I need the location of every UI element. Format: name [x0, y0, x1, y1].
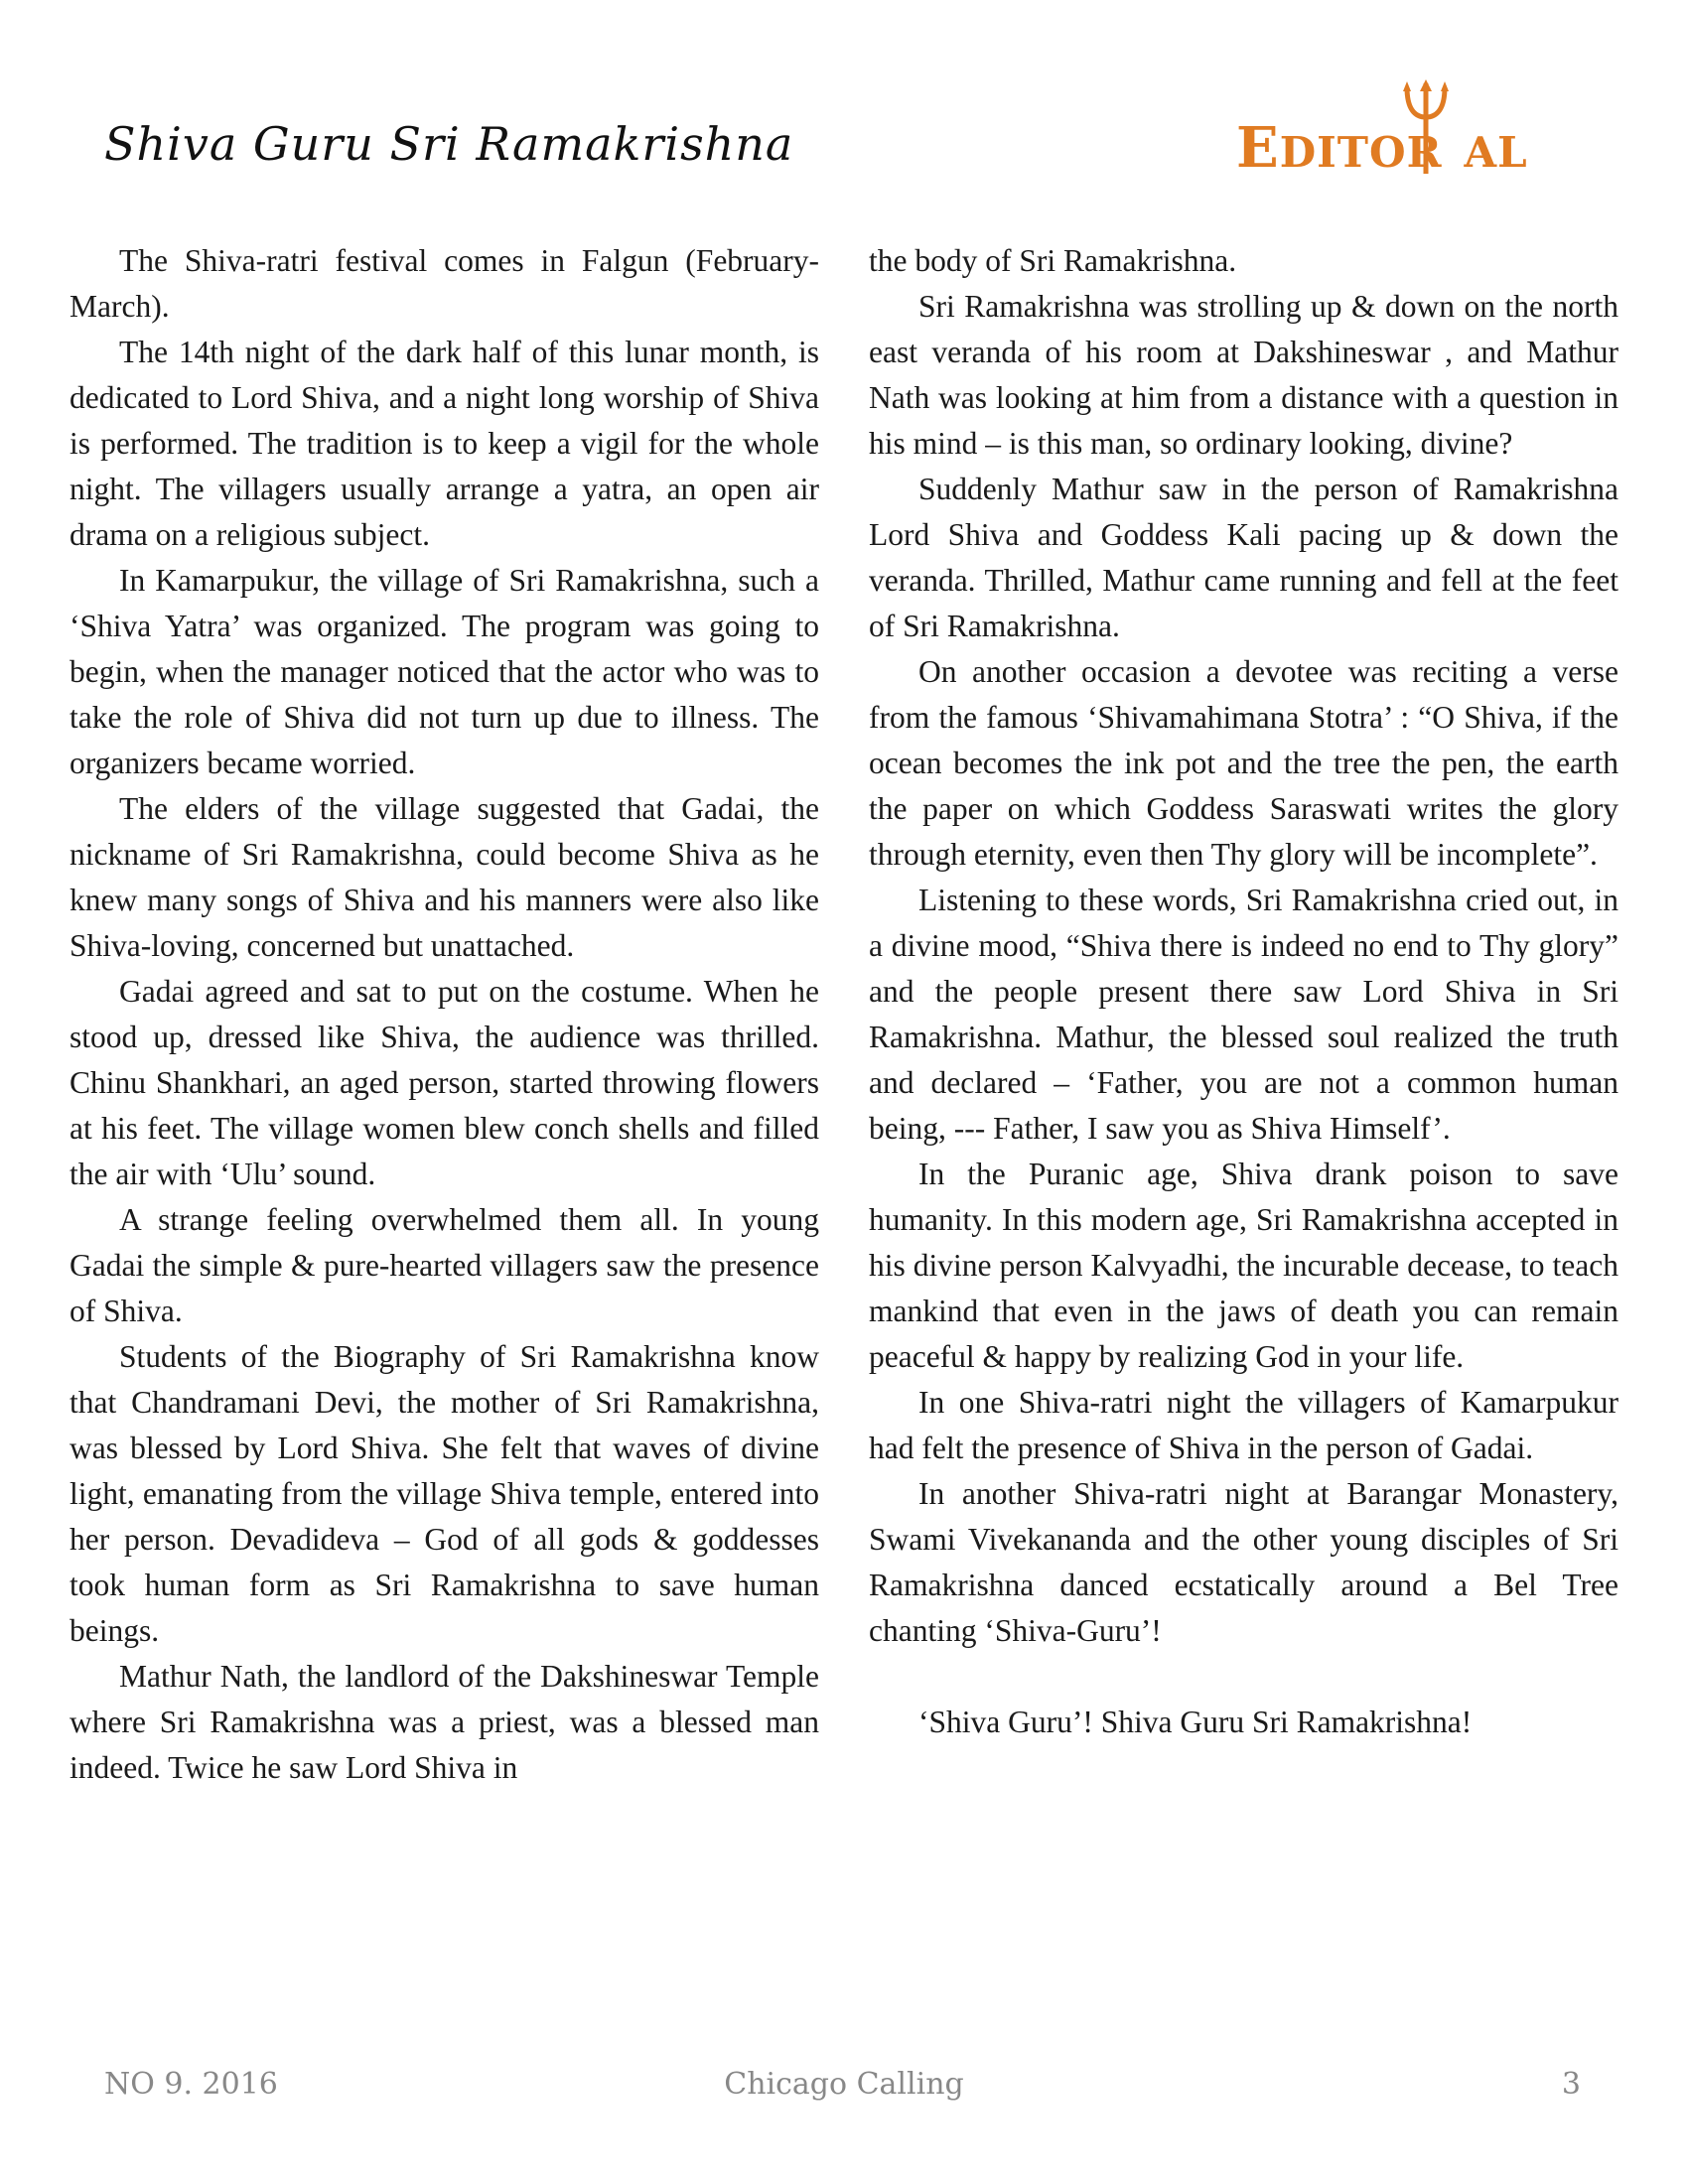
closing-line: ‘Shiva Guru’! Shiva Guru Sri Ramakrishna!	[918, 1705, 1473, 1739]
paragraph: The 14th night of the dark half of this lunar month, is dedicated to Lord Shiva, and a night long worship of Shiva is performed. The tradition is to keep a vigil for the whole night. The villagers usually arrange a yatra, an open air drama on a religious subject.	[70, 335, 819, 552]
logo-text	[1236, 115, 1528, 181]
footer-issue: NO 9. 2016	[104, 2067, 278, 2102]
paragraph: Sri Ramakrishna was strolling up & down on the north east veranda of his room at Dakshineswar , and Mathur Nath was looking at him from a distance with a question in his mind – is this man, so ordinary looking, divine?	[869, 289, 1618, 461]
right-column	[869, 238, 1618, 1745]
editorial-logo	[1236, 79, 1564, 179]
footer-publication: Chicago Calling	[724, 2067, 964, 2102]
paragraph: Mathur Nath, the landlord of the Dakshineswar Temple where Sri Ramakrishna was a priest, was a blessed man indeed. Twice he saw Lord Shiva in	[70, 1659, 819, 1785]
logo-mid: DITOR	[1279, 128, 1443, 177]
paragraph: In another Shiva-ratri night at Barangar Monastery, Swami Vivekananda and the other young disciples of Sri Ramakrishna danced ecstatically around a Bel Tree chanting ‘Shiva-Guru’!	[869, 1476, 1618, 1648]
paragraph: Gadai agreed and sat to put on the costume. When he stood up, dressed like Shiva, the audience was thrilled. Chinu Shankhari, an aged person, started throwing flowers at his feet. The village women blew conch shells and filled the air with ‘Ulu’ sound.	[70, 974, 819, 1191]
paragraph: On another occasion a devotee was reciting a verse from the famous ‘Shivamahimana Stotra’ : “O Shiva, if the ocean becomes the ink pot and the tree the pen, the earth the paper on which Goddess Saraswati writes the glory through eternity, even then Thy glory will be incomplete”.	[869, 654, 1618, 872]
logo-suffix: AL	[1464, 128, 1528, 177]
paragraph: Listening to these words, Sri Ramakrishna cried out, in a divine mood, “Shiva there is indeed no end to Thy glory” and the people present there saw Lord Shiva in Sri Ramakrishna. Mathur, the blessed soul realized the truth and declared – ‘Father, you are not a common human being, --- Father, I saw you as Shiva Himself’.	[869, 883, 1618, 1146]
paragraph: A strange feeling overwhelmed them all. In young Gadai the simple & pure-hearted villagers saw the presence of Shiva.	[70, 1202, 819, 1328]
paragraph: In one Shiva-ratri night the villagers of Kamarpukur had felt the presence of Shiva in the person of Gadai.	[869, 1385, 1618, 1465]
paragraph: The elders of the village suggested that Gadai, the nickname of Sri Ramakrishna, could become Shiva as he knew many songs of Shiva and his manners were also like Shiva-loving, concerned but unattached.	[70, 791, 819, 963]
page-title: Shiva Guru Sri Ramakrishna	[104, 117, 794, 171]
paragraph-continuation: the body of Sri Ramakrishna.	[869, 243, 1237, 278]
left-column	[70, 238, 819, 1791]
paragraph: In Kamarpukur, the village of Sri Ramakrishna, such a ‘Shiva Yatra’ was organized. The program was going to begin, when the manager noticed that the actor who was to take the role of Shiva did not turn up due to illness. The organizers became worried.	[70, 563, 819, 780]
paragraph: Suddenly Mathur saw in the person of Ramakrishna Lord Shiva and Goddess Kali pacing up & down the veranda. Thrilled, Mathur came running and fell at the feet of Sri Ramakrishna.	[869, 472, 1618, 643]
trident-icon	[1401, 79, 1451, 174]
paragraph: Students of the Biography of Sri Ramakrishna know that Chandramani Devi, the mother of Sri Ramakrishna, was blessed by Lord Shiva. She felt that waves of divine light, emanating from the village Shiva temple, entered into her person. Devadideva – God of all gods & goddesses took human form as Sri Ramakrishna to save human beings.	[70, 1339, 819, 1648]
paragraph: In the Puranic age, Shiva drank poison to save humanity. In this modern age, Sri Ramakrishna accepted in his divine person Kalvyadhi, the incurable decease, to teach mankind that even in the jaws of death you can remain peaceful & happy by realizing God in your life.	[869, 1157, 1618, 1374]
paragraph: The Shiva-ratri festival comes in Falgun (February-March).	[70, 243, 819, 324]
logo-prefix: E	[1236, 115, 1280, 181]
page-number: 3	[1561, 2067, 1581, 2102]
